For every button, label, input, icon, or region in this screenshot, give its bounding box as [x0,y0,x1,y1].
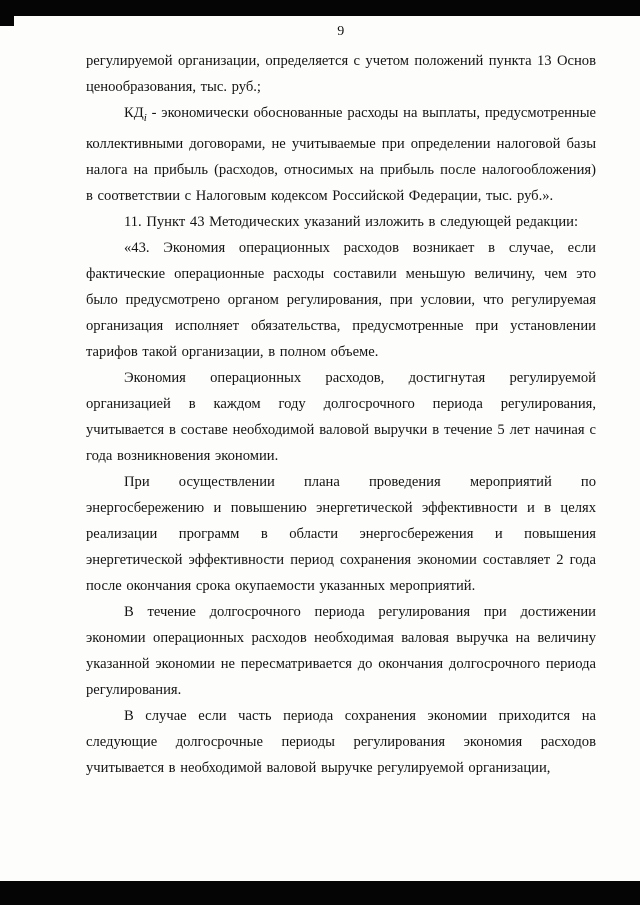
scan-artifact-top-left-notch [0,0,14,26]
paragraph-item-11: 11. Пункт 43 Методических указаний изложить в следующей редакции: [124,213,578,230]
scan-artifact-bottom-bar [0,881,640,905]
paragraph-long-term-period: В течение долгосрочного периода регулирования при достижении экономии операционных расходов необходимая валовая выручка на величину указанной экономии не пересматривается до окончания долгосрочного периода регулирования. [86,603,596,698]
paragraph-kd-definition [86,100,596,209]
paragraph-energy-efficiency: При осуществлении плана проведения мероприятий по энергосбережению и повышению энергетической эффективности и в целях реализации программ в области энергосбережения и повышения энергетической эффективности период сохранения экономии составляет 2 года после окончания срока окупаемости указанных мероприятий. [86,473,596,594]
page-content [0,24,640,781]
kd-term-definition-text: - экономически обоснованные расходы на выплаты, предусмотренные коллективными договорами, не учитываемые при определении налоговой базы налога на прибыль (расходов, относимых на прибыль после налогообложения) в соответствии с Налоговым кодексом Российской Федерации, тыс. руб.». [86,105,596,204]
paragraph-savings-accounting: Экономия операционных расходов, достигнутая регулируемой организацией в каждом году долгосрочного периода регулирования, учитывается в составе необходимой валовой выручки в течение 5 лет начиная с года возникновения экономии. [86,369,596,464]
page-number: 9 [337,24,345,39]
paragraph-continuation: регулируемой организации, определяется с учетом положений пункта 13 Основ ценообразования, тыс. руб.; [86,53,596,95]
paragraph-next-periods: В случае если часть периода сохранения экономии приходится на следующие долгосрочные периоды регулирования экономия расходов учитывается в необходимой валовой выручке регулируемой организации, [86,707,596,776]
kd-term-subscript: i [143,111,147,124]
scan-artifact-top-bar [0,0,640,16]
paragraph-clause-43: «43. Экономия операционных расходов возникает в случае, если фактические операционные расходы составили меньшую величину, чем это было предусмотрено органом регулирования, при условии, что регулируемая организация исполняет обязательства, предусмотренные при установлении тарифов такой организации, в полном объеме. [86,239,596,360]
kd-term: КД [124,105,144,121]
